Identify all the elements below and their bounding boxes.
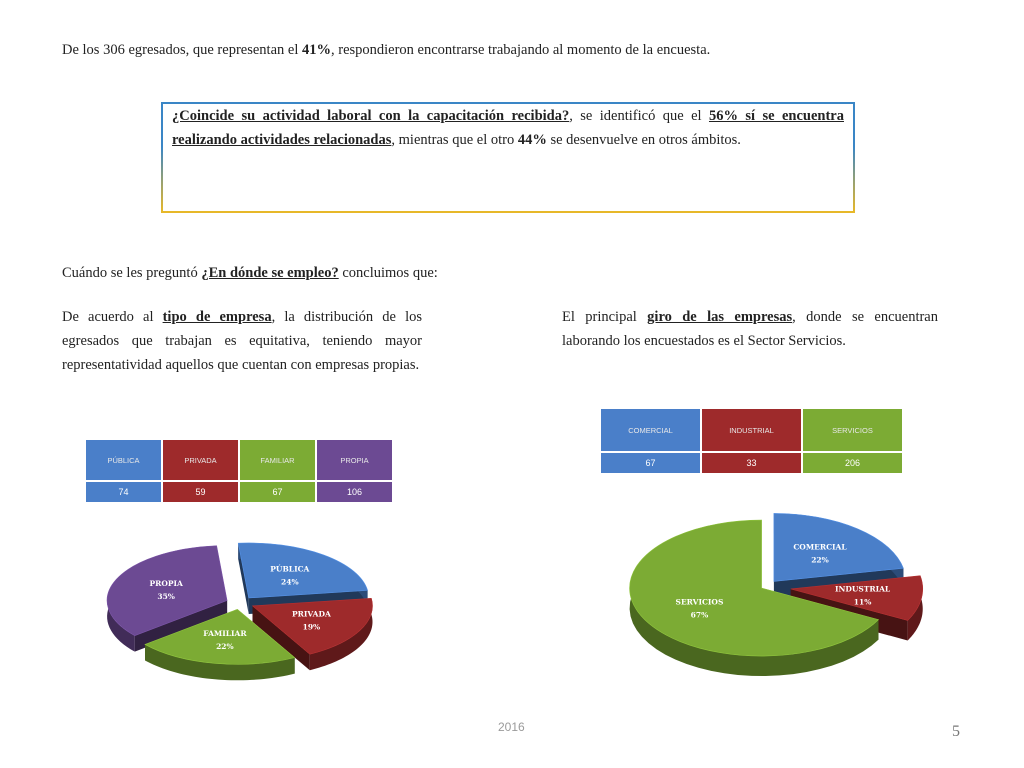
footer-year: 2016 [498, 720, 525, 734]
table-value-cell: 74 [86, 482, 161, 502]
left-bold: tipo de empresa [162, 309, 272, 325]
intro-pct: 41% [301, 42, 331, 58]
question-bold: ¿En dónde se empleo? [201, 265, 339, 281]
pie-percent-label: 35% [157, 591, 175, 601]
pie-category-label: PRIVADA [292, 609, 331, 619]
table-value-cell: 59 [163, 482, 238, 502]
pie-chart-tipo [80, 535, 400, 705]
pie-category-label: COMERCIAL [793, 542, 847, 552]
table-header-cell: COMERCIAL [601, 409, 700, 451]
table-header-cell: PROPIA [317, 440, 392, 480]
pie-percent-label: 67% [690, 610, 709, 620]
table-value-cell: 67 [601, 453, 700, 473]
table-value-cell: 33 [702, 453, 801, 473]
table-header-cell: SERVICIOS [803, 409, 902, 451]
pie-percent-label: 24% [281, 577, 299, 587]
pie-percent-label: 22% [811, 555, 829, 565]
pie-category-label: SERVICIOS [675, 597, 724, 607]
page-number: 5 [952, 723, 960, 740]
pie-percent-label: 11% [853, 597, 872, 607]
pie-category-label: PÚBLICA [270, 564, 310, 574]
table-header-cell: PÚBLICA [86, 440, 161, 480]
box-paragraph: ¿Coincide su actividad laboral con la capacitación recibida?, se identificó que el 56% sí se encuentra realizando actividades relacionadas, mientras que el otro 44% se desenvuelve en otros ámbitos. [172, 108, 844, 148]
pie-category-label: PROPIA [149, 578, 183, 588]
left-paragraph: De acuerdo al tipo de empresa, la distribución de los egresados que trabajan es equitativa, teniendo mayor representatividad aquellos que cuentan con empresas propias. [62, 309, 422, 373]
pie-category-label: INDUSTRIAL [834, 584, 891, 594]
table-value-cell: 106 [317, 482, 392, 502]
right-paragraph: El principal giro de las empresas, donde se encuentran laborando los encuestados es el Sector Servicios. [562, 309, 938, 349]
pie-chart-giro [595, 505, 925, 700]
question-line: Cuándo se les preguntó ¿En dónde se empleo? concluimos que: [62, 265, 438, 281]
table-header-cell: INDUSTRIAL [702, 409, 801, 451]
table-header-cell: FAMILIAR [240, 440, 315, 480]
intro-paragraph: De los 306 egresados, que representan el 41%, respondieron encontrarse trabajando al momento de la encuesta. [62, 42, 711, 58]
right-bold: giro de las empresas [647, 309, 793, 325]
table-value-cell: 67 [240, 482, 315, 502]
box-highlight: 56% sí se encuentra realizando actividades relacionadas [172, 108, 844, 148]
data-table-tipo [84, 438, 394, 504]
box-pct44: 44% [517, 132, 547, 148]
table-value-cell: 206 [803, 453, 902, 473]
pie-category-label: FAMILIAR [203, 629, 247, 639]
pie-percent-label: 22% [216, 642, 234, 652]
table-header-cell: PRIVADA [163, 440, 238, 480]
data-table-giro [599, 407, 904, 475]
box-question: ¿Coincide su actividad laboral con la capacitación recibida? [172, 108, 570, 124]
pie-percent-label: 19% [302, 622, 321, 632]
